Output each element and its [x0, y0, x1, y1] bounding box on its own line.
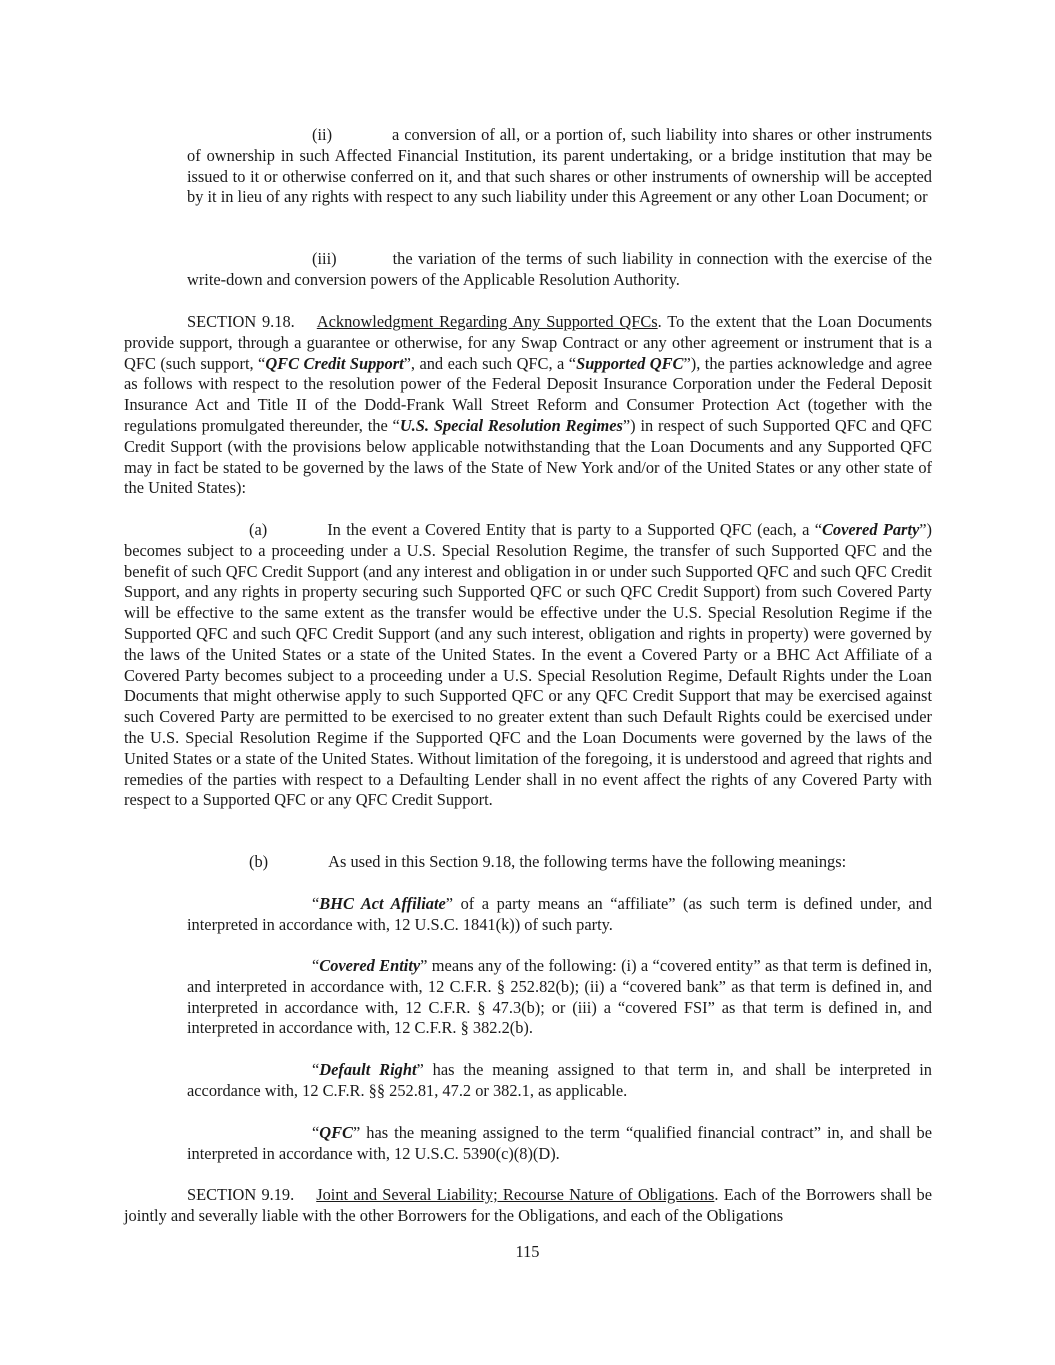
term-us-special-resolution-regimes: U.S. Special Resolution Regimes — [399, 415, 623, 435]
section-9-18-text-3: ”), the parties acknowledge and agree as follows with respect to the resolution power of the Federal Deposit Insurance Corporation under the Federal Deposit Insurance Act and Title II of the Dodd-Frank Wall Street Reform and Consumer Protection Act (together with the regulations promulgated thereunder, the “ — [124, 353, 932, 435]
definition-default-text: ” has the meaning assigned to that term in, and shall be interpreted in accordance with, 12 C.F.R. §§ 252.81, 47.2 or 382.1, as applicable. — [187, 1060, 932, 1100]
term-covered-party: Covered Party — [821, 520, 920, 539]
definition-covered-entity: “Covered Entity” means any of the following: (i) a “covered entity” as that term is defined in, and interpreted in accordance with, 12 C.F.R. § 252.82(b); (ii) a “covered bank” as that term is defined in, and interpreted in accordance with, 12 C.F.R. § 47.3(b); or (iii) a “covered FSI” as that term is defined in, and interpreted in accordance with, 12 C.F.R. § 382.2(b). — [187, 956, 933, 1038]
definition-bhc-text: ” of a party means an “affiliate” (as such term is defined under, and interpreted in accordance with, 12 U.S.C. 1841(k)) of such party. — [187, 894, 933, 934]
term-qfc: QFC — [319, 1123, 353, 1142]
term-supported-qfc: Supported QFC — [576, 353, 684, 373]
definition-bhc-act-affiliate: “BHC Act Affiliate” of a party means an “affiliate” (as such term is defined under, and interpreted in accordance with, 12 U.S.C. 1841(k)) of such party. — [187, 894, 933, 934]
clause-iii-text: the variation of the terms of such liability in connection with the exercise of the write-down and conversion powers of the Applicable Resolution Authority. — [187, 249, 932, 289]
clause-b — [124, 852, 932, 873]
term-qfc-credit-support: QFC Credit Support — [265, 353, 404, 373]
term-covered-entity: Covered Entity — [319, 956, 421, 975]
clause-a-number: (a) — [249, 520, 268, 539]
section-9-19 — [124, 1185, 932, 1227]
page-number: 115 — [515, 1242, 540, 1261]
term-default-right: Default Right — [319, 1060, 417, 1079]
section-9-18-text-1: . To the extent that the Loan Documents provide support, through a guarantee or otherwise, for any Swap Contract or any other agreement or instrument that is a QFC (such support, “ — [124, 312, 932, 373]
section-9-19-number: SECTION 9.19. — [187, 1185, 295, 1204]
definition-default-right: “Default Right” has the meaning assigned to that term in, and shall be interpreted in accordance with, 12 C.F.R. §§ 252.81, 47.2 or 382.1, as applicable. — [187, 1060, 932, 1100]
clause-a-text-2: ”) becomes subject to a proceeding under a U.S. Special Resolution Regime, the transfer of such Supported QFC and the benefit of such QFC Credit Support (and any interest and obligation in or under such Supported QFC and such QFC Credit Support, and any rights in property securing such Supported QFC or such QFC Credit Support) from such Covered Party will be effective to the same extent as the transfer would be effective under the U.S. Special Resolution Regime if the Supported QFC and such QFC Credit Support (and any such interest, obligation and rights in property) were governed by the laws of the United States or a state of the United States. In the event a Covered Party or a BHC Act Affiliate of a Covered Party becomes subject to a proceeding under a U.S. Special Resolution Regime, Default Rights under the Loan Documents that might otherwise apply to such Supported QFC or any QFC Credit Support that may be exercised against such Covered Party are permitted to be exercised to no greater extent than such Default Rights could be exercised under the U.S. Special Resolution Regime if the Supported QFC and the Loan Documents were governed by the laws of the United States or a state of the United States. Without limitation of the foregoing, it is understood and agreed that rights and remedies of the parties with respect to a Defaulting Lender shall in no event affect the rights of any Covered Party with respect to a Supported QFC or any QFC Credit Support. — [124, 520, 933, 810]
clause-iii-number: (iii) — [312, 249, 337, 268]
section-9-18-text-4: ”) in respect of such Supported QFC and QFC Credit Support (with the provisions below applicable notwithstanding that the Loan Documents and any Supported QFC may in fact be stated to be governed by the laws of the State of New York and/or of the United States or any other state of the United States): — [124, 415, 933, 498]
clause-ii — [187, 125, 932, 208]
section-9-18 — [124, 312, 932, 499]
clause-iii — [187, 249, 932, 291]
term-bhc-act-affiliate: BHC Act Affiliate — [319, 894, 446, 913]
section-9-18-heading: Acknowledgment Regarding Any Supported QFCs — [316, 312, 658, 331]
clause-b-number: (b) — [249, 852, 269, 871]
definition-qfc-text: ” has the meaning assigned to the term “qualified financial contract” in, and shall be interpreted in accordance with, 12 U.S.C. 5390(c)(8)(D). — [187, 1123, 932, 1163]
clause-b-text: As used in this Section 9.18, the following terms have the following meanings: — [328, 852, 847, 871]
section-9-19-text: . Each of the Borrowers shall be jointly and severally liable with the other Borrowers for the Obligations, and each of the Obligations — [124, 1185, 932, 1225]
clause-ii-number: (ii) — [312, 125, 333, 144]
section-9-18-text-2: ”, and each such QFC, a “ — [403, 353, 577, 373]
definition-covered-text: ” means any of the following: (i) a “covered entity” as that term is defined in, and interpreted in accordance with, 12 C.F.R. § 252.82(b); (ii) a “covered bank” as that term is defined in, and interpreted in accordance with, 12 C.F.R. § 47.3(b); or (iii) a “covered FSI” as that term is defined in, and interpreted in accordance with, 12 C.F.R. § 382.2(b). — [187, 956, 933, 1038]
definition-qfc: “QFC” has the meaning assigned to the term “qualified financial contract” in, and shall be interpreted in accordance with, 12 U.S.C. 5390(c)(8)(D). — [187, 1123, 932, 1163]
clause-ii-text: a conversion of all, or a portion of, such liability into shares or other instruments of ownership in such Affected Financial Institution, its parent undertaking, or a bridge institution that may be issued to it or otherwise conferred on it, and that such shares or other instruments of ownership will be accepted by it in lieu of any rights with respect to any such liability under this Agreement or any other Loan Document; or — [187, 125, 932, 207]
section-9-18-number: SECTION 9.18. — [187, 312, 295, 331]
section-9-19-heading: Joint and Several Liability; Recourse Nature of Obligations — [316, 1185, 715, 1204]
clause-a — [124, 520, 932, 811]
clause-a-text-1: In the event a Covered Entity that is party to a Supported QFC (each, a “ — [327, 520, 822, 539]
